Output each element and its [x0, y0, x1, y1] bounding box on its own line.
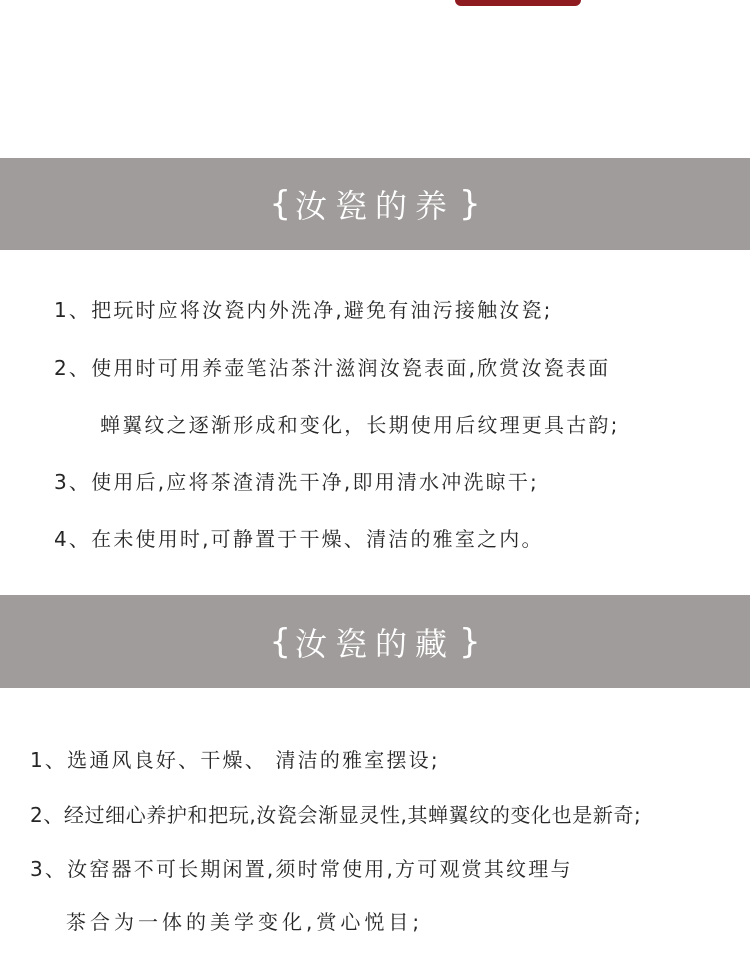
care-item-4: 4、在未使用时,可静置于干燥、清洁的雅室之内。 — [54, 527, 544, 551]
section-header-storage — [0, 595, 750, 688]
storage-item-1: 1、选通风良好、干燥、 清洁的雅室摆设; — [30, 748, 440, 772]
left-brace-icon: { — [269, 184, 291, 224]
right-brace-icon: } — [459, 184, 481, 224]
care-item-1: 1、把玩时应将汝瓷内外洗净,避免有油污接触汝瓷; — [54, 298, 553, 322]
storage-item-2: 2、经过细心养护和把玩,汝瓷会渐显灵性,其蝉翼纹的变化也是新奇; — [30, 803, 642, 827]
storage-item-3: 3、汝窑器不可长期闲置,须时常使用,方可观赏其纹理与 — [30, 857, 573, 881]
care-item-3: 3、使用后,应将茶渣清洗干净,即用清水冲洗晾干; — [54, 470, 539, 494]
section-title-storage: 汝瓷的藏 — [294, 624, 455, 663]
section-title-care: 汝瓷的养 — [294, 187, 455, 225]
section-header-care — [0, 158, 750, 250]
top-decorative-tab — [455, 0, 581, 6]
care-item-2: 2、使用时可用养壶笔沾茶汁滋润汝瓷表面,欣赏汝瓷表面 — [54, 356, 611, 380]
care-item-2-continued: 蝉翼纹之逐渐形成和变化，长期使用后纹理更具古韵; — [100, 413, 620, 437]
left-brace-icon: { — [269, 621, 291, 662]
storage-item-3-continued: 茶合为一体的美学变化,赏心悦目; — [66, 910, 424, 934]
right-brace-icon: } — [459, 621, 481, 662]
